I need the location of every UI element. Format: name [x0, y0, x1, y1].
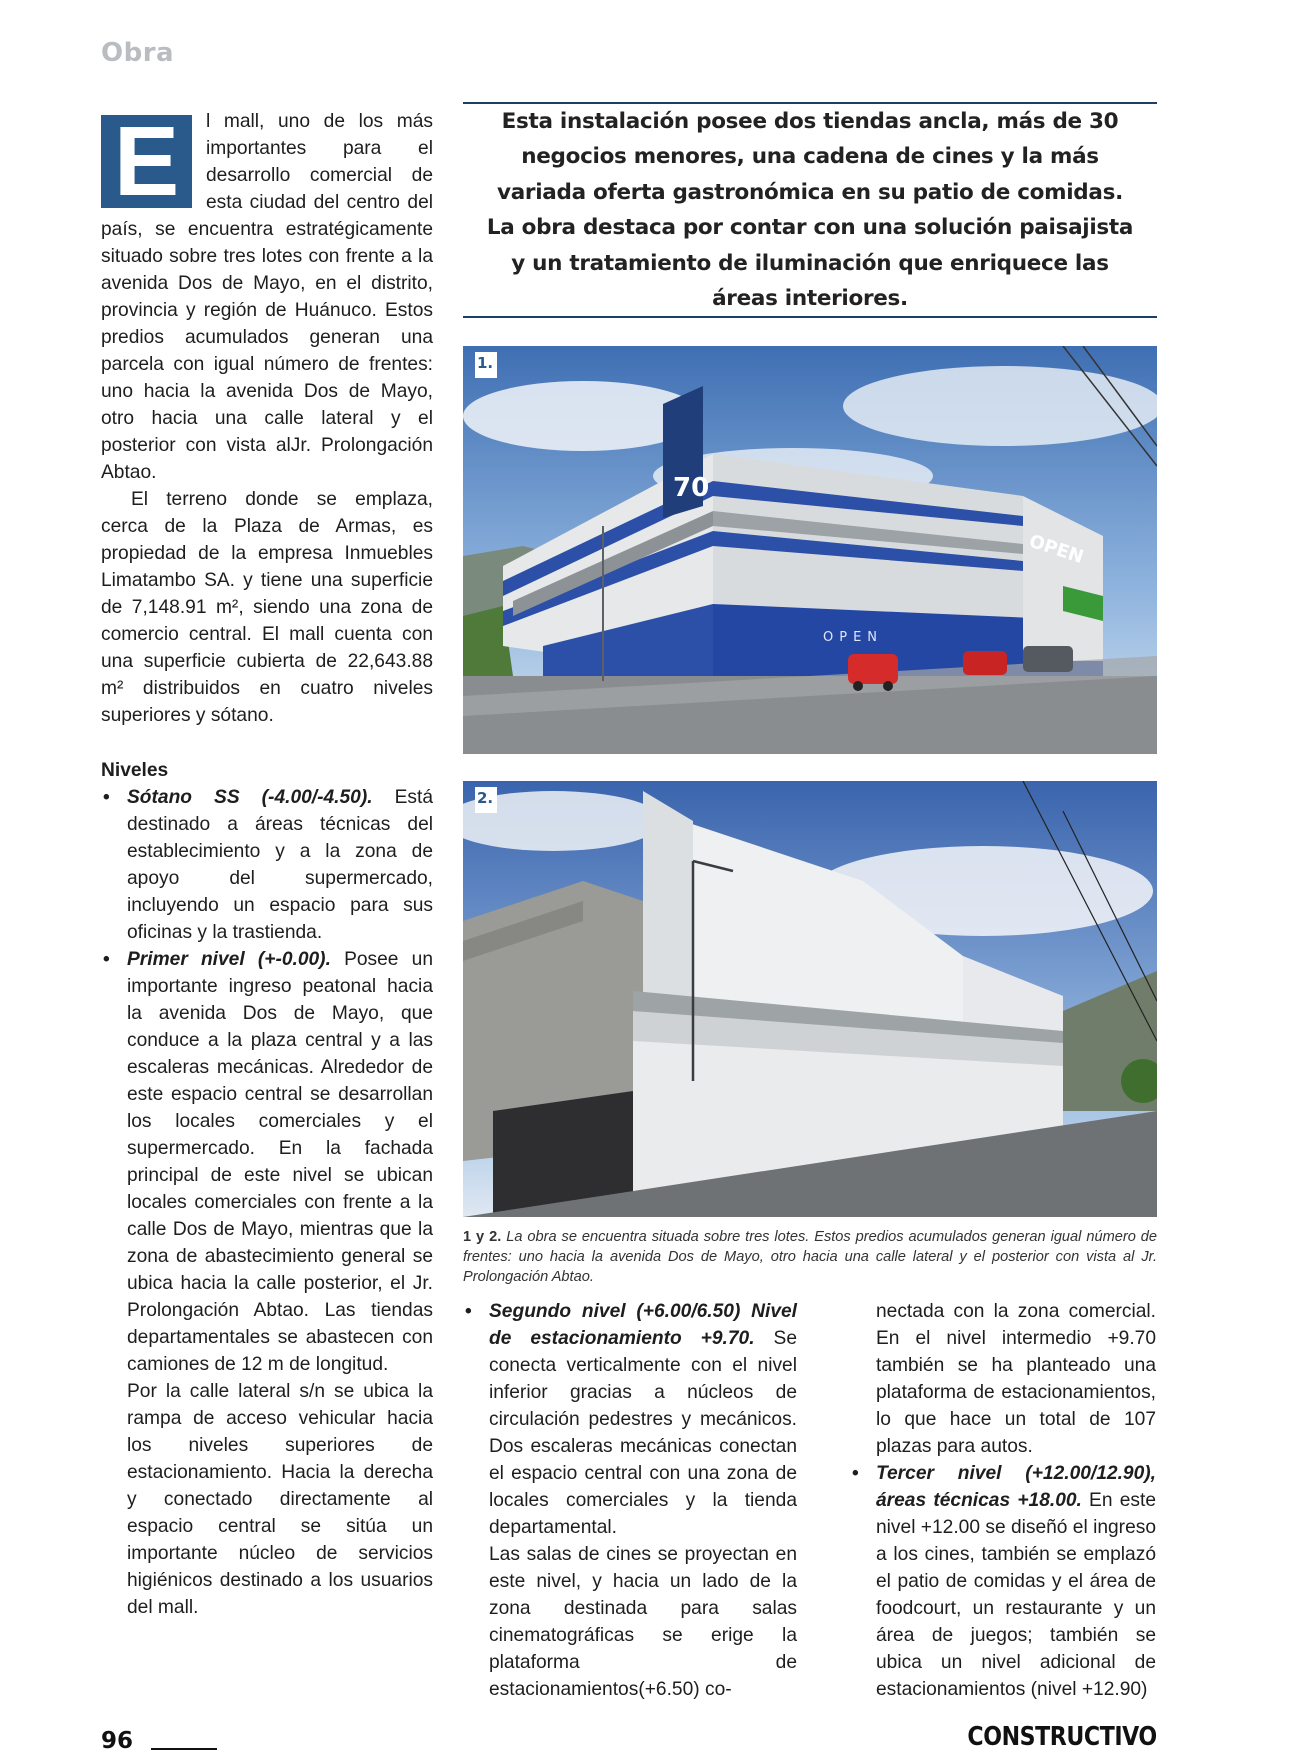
list-item-segundo-nivel: [463, 1298, 797, 1541]
mall-front-illustration: [463, 346, 1157, 754]
list-item-primer-nivel: [101, 946, 433, 1378]
levels-list: [101, 784, 433, 1621]
page-number: 96: [101, 1728, 134, 1754]
level-text: Posee un importante ingreso peatonal hacia la avenida Dos de Mayo, que conduce a la plaza central y a las escaleras mecánicas. Alrededor de este espacio central se desarrollan los locales comerciales y el supermercado. En la fachada principal de este nivel se ubican locales comerciales con frente a la calle Dos de Mayo, mientras que la zona de abastecimiento general se ubica hacia la calle posterior, el Jr. Prolongación Abtao. Las tiendas departamentales se abastecen con camiones de 12 m de longitud.: [127, 949, 433, 1375]
level-text: Se conecta verticalmente con el nivel inferior gracias a núcleos de circulación pedestres y mecánicos. Dos escaleras mecánicas conectan el espacio central con una zona de locales comerciales y la tienda departamental.: [489, 1328, 797, 1538]
levels-list-continued: [463, 1298, 797, 1703]
caption-text: La obra se encuentra situada sobre tres lotes. Estos predios acumulados generan igual número de frentes: uno hacia la avenida Dos de Mayo, otro hacia una calle lateral y el posterior con vista al Jr. Prolongación Abtao.: [463, 1229, 1157, 1285]
magazine-logo: CONSTRUCTIVO: [967, 1722, 1157, 1752]
bullet-icon: •: [852, 1463, 859, 1484]
bullet-icon: •: [465, 1301, 472, 1322]
pull-quote: [463, 102, 1157, 318]
level-text: nectada con la zona comercial. En el nivel intermedio +9.70 también se ha planteado una plataforma de estacionamientos, lo que hace un total de 107 plazas para autos.: [876, 1301, 1156, 1457]
intro-paragraph: [101, 108, 433, 486]
level-label: Tercer nivel (+12.00/12.90), áreas técnicas +18.00.: [876, 1463, 1156, 1511]
photo-mall-side: [463, 781, 1157, 1217]
pull-quote-text: Esta instalación posee dos tiendas ancla, más de 30 negocios menores, una cadena de cines y la más variada oferta gastronómica en su patio de comidas. La obra destaca por contar con una solución paisajista y un tratamiento de iluminación que enriquece las áreas interiores.: [486, 108, 1134, 311]
billboard-70: 70: [673, 473, 710, 503]
intro-text: l mall, uno de los más importantes para el desarrollo comercial de esta ciudad del centro del país, se encuentra estratégicamente situado sobre tres lotes con frente a la avenida Dos de Mayo, en el distrito, provincia y región de Huánuco. Estos predios acumulados generan una parcela con igual número de frentes: uno hacia la avenida Dos de Mayo, otro hacia una calle lateral y el posterior con vista alJr. Prolongación Abtao.: [101, 111, 433, 483]
sign-open-upper: OPEN: [1026, 530, 1087, 569]
list-item-continuation: [850, 1298, 1156, 1460]
level-label: Segundo nivel (+6.00/6.50) Nivel de estacionamiento +9.70.: [489, 1301, 797, 1349]
list-item-continuation: [463, 1541, 797, 1703]
right-column: [850, 1298, 1156, 1703]
mall-side-illustration: [463, 781, 1157, 1217]
section-label: Obra: [101, 38, 175, 68]
subhead-niveles: Niveles: [101, 760, 169, 781]
levels-list-right: [850, 1298, 1156, 1703]
level-label: Sótano SS (-4.00/-4.50).: [127, 787, 373, 808]
left-column: [101, 108, 433, 1621]
level-text: Por la calle lateral s/n se ubica la rampa de acceso vehicular hacia los niveles superiores de estacionamiento. Hacia la derecha y conectado directamente al espacio central se sitúa un importante núcleo de servicios higiénicos destinado a los usuarios del mall.: [127, 1381, 433, 1618]
sign-open-lower: OPEN: [823, 630, 884, 645]
list-item-sotano: [101, 784, 433, 946]
bullet-icon: •: [103, 787, 110, 808]
list-item-continuation: [101, 1378, 433, 1621]
middle-column: [463, 1298, 797, 1703]
footer-rule: [151, 1748, 217, 1750]
level-text: En este nivel +12.00 se diseñó el ingreso a los cines, también se emplazó el patio de comidas y el área de foodcourt, un restaurante y un área de juegos; también se ubica un nivel adicional de estacionamientos (nivel +12.90): [876, 1490, 1157, 1700]
bullet-icon: •: [103, 949, 110, 970]
list-item-tercer-nivel: [850, 1460, 1156, 1703]
photo-caption: [463, 1227, 1157, 1287]
dropcap: E: [101, 115, 192, 208]
photo-number: 2.: [475, 787, 497, 813]
photo-mall-front: [463, 346, 1157, 754]
level-label: Primer nivel (+-0.00).: [127, 949, 331, 970]
caption-label: 1 y 2.: [463, 1229, 502, 1245]
paragraph-terreno: El terreno donde se emplaza, cerca de la Plaza de Armas, es propiedad de la empresa Inmuebles Limatambo SA. y tiene una superficie de 7,148.91 m², siendo una zona de comercio central. El mall cuenta con una superficie cubierta de 22,643.88 m² distribuidos en cuatro niveles superiores y sótano.: [101, 489, 433, 726]
photo-number: 1.: [475, 352, 497, 378]
level-text: Las salas de cines se proyectan en este nivel, y hacia un lado de la zona destinada para salas cinematográficas se erige la plataforma de estacionamientos(+6.50) co-: [489, 1544, 797, 1700]
level-text: Está destinado a áreas técnicas del establecimiento y a la zona de apoyo del supermercado, incluyendo un espacio para sus oficinas y la trastienda.: [127, 787, 433, 943]
